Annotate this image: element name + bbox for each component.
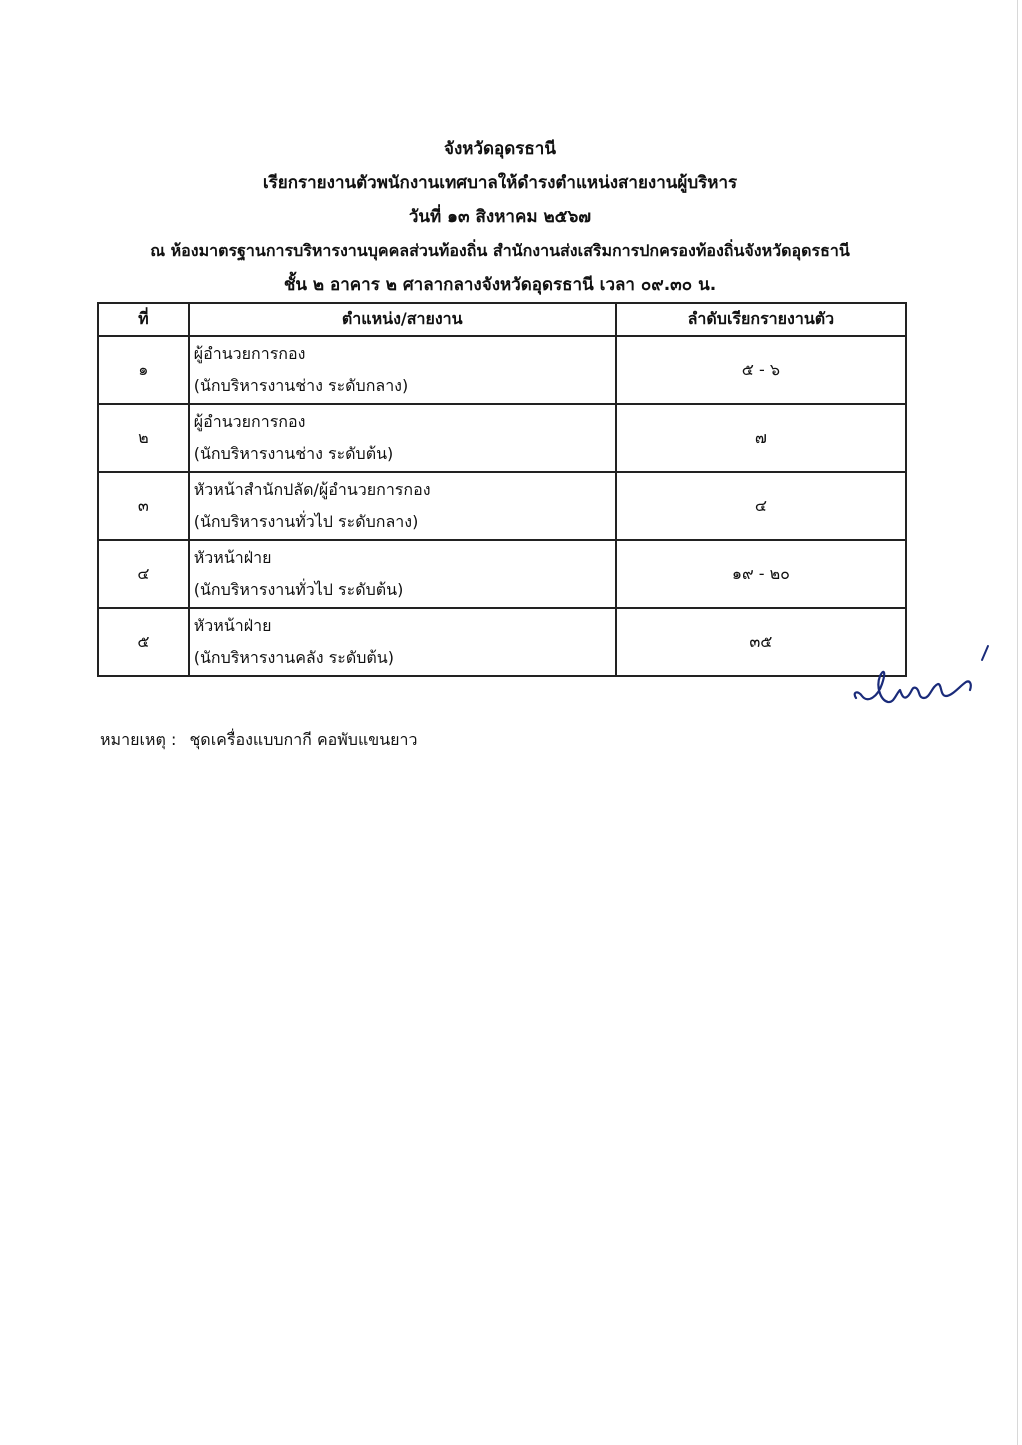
row-order: ๑๙ - ๒๐ [616,540,906,608]
row-order: ๕ - ๖ [616,336,906,404]
row-no: ๑ [98,336,189,404]
row-order: ๓๕ [616,608,906,676]
row-no: ๒ [98,404,189,472]
row-position: ผู้อำนวยการกอง [193,344,306,363]
note-label: หมายเหตุ : [100,730,177,749]
row-position: หัวหน้าฝ่าย [193,548,272,567]
header-no: ที่ [98,303,189,336]
row-line: (นักบริหารงานคลัง ระดับต้น) [193,648,394,667]
row-order: ๔ [616,472,906,540]
table-row [98,472,906,540]
row-no: ๔ [98,540,189,608]
row-position-cell [189,540,616,608]
document-header [0,132,1000,302]
header-position: ตำแหน่ง/สายงาน [189,303,616,336]
row-line: (นักบริหารงานทั่วไป ระดับกลาง) [193,512,419,531]
row-position-cell [189,336,616,404]
handwritten-signature [848,640,998,720]
note-text: ชุดเครื่องแบบกากี คอพับแขนยาว [189,730,418,749]
row-position-cell [189,472,616,540]
signature-stroke [855,672,971,702]
row-position-cell [189,608,616,676]
row-no: ๓ [98,472,189,540]
row-line: (นักบริหารงานทั่วไป ระดับต้น) [193,580,404,599]
row-position-cell [189,404,616,472]
table-row [98,336,906,404]
header-date: วันที่ ๑๓ สิงหาคม ๒๕๖๗ [408,207,592,227]
row-order: ๗ [616,404,906,472]
header-subject: เรียกรายงานตัวพนักงานเทศบาลให้ดำรงตำแหน่งสายงานผู้บริหาร [262,173,738,193]
report-schedule-table [97,302,907,677]
header-order: ลำดับเรียกรายงานตัว [616,303,906,336]
row-no: ๕ [98,608,189,676]
table-header-row [98,303,906,336]
page-edge [1017,0,1018,1445]
header-venue: ณ ห้องมาตรฐานการบริหารงานบุคคลส่วนท้องถิ่น สำนักงานส่งเสริมการปกครองท้องถิ่นจังหวัดอุดรธานี [150,241,850,260]
row-position: หัวหน้าฝ่าย [193,616,272,635]
table-row [98,540,906,608]
row-line: (นักบริหารงานช่าง ระดับต้น) [193,444,394,463]
table-row [98,404,906,472]
footnote [100,728,418,753]
row-position: ผู้อำนวยการกอง [193,412,306,431]
table-row [98,608,906,676]
row-position: หัวหน้าสำนักปลัด/ผู้อำนวยการกอง [193,480,431,499]
header-province: จังหวัดอุดรธานี [444,139,556,159]
header-floor-time: ชั้น ๒ อาคาร ๒ ศาลากลางจังหวัดอุดรธานี เวลา ๐๙.๓๐ น. [283,275,717,295]
signature-tick [982,646,988,660]
row-line: (นักบริหารงานช่าง ระดับกลาง) [193,376,409,395]
